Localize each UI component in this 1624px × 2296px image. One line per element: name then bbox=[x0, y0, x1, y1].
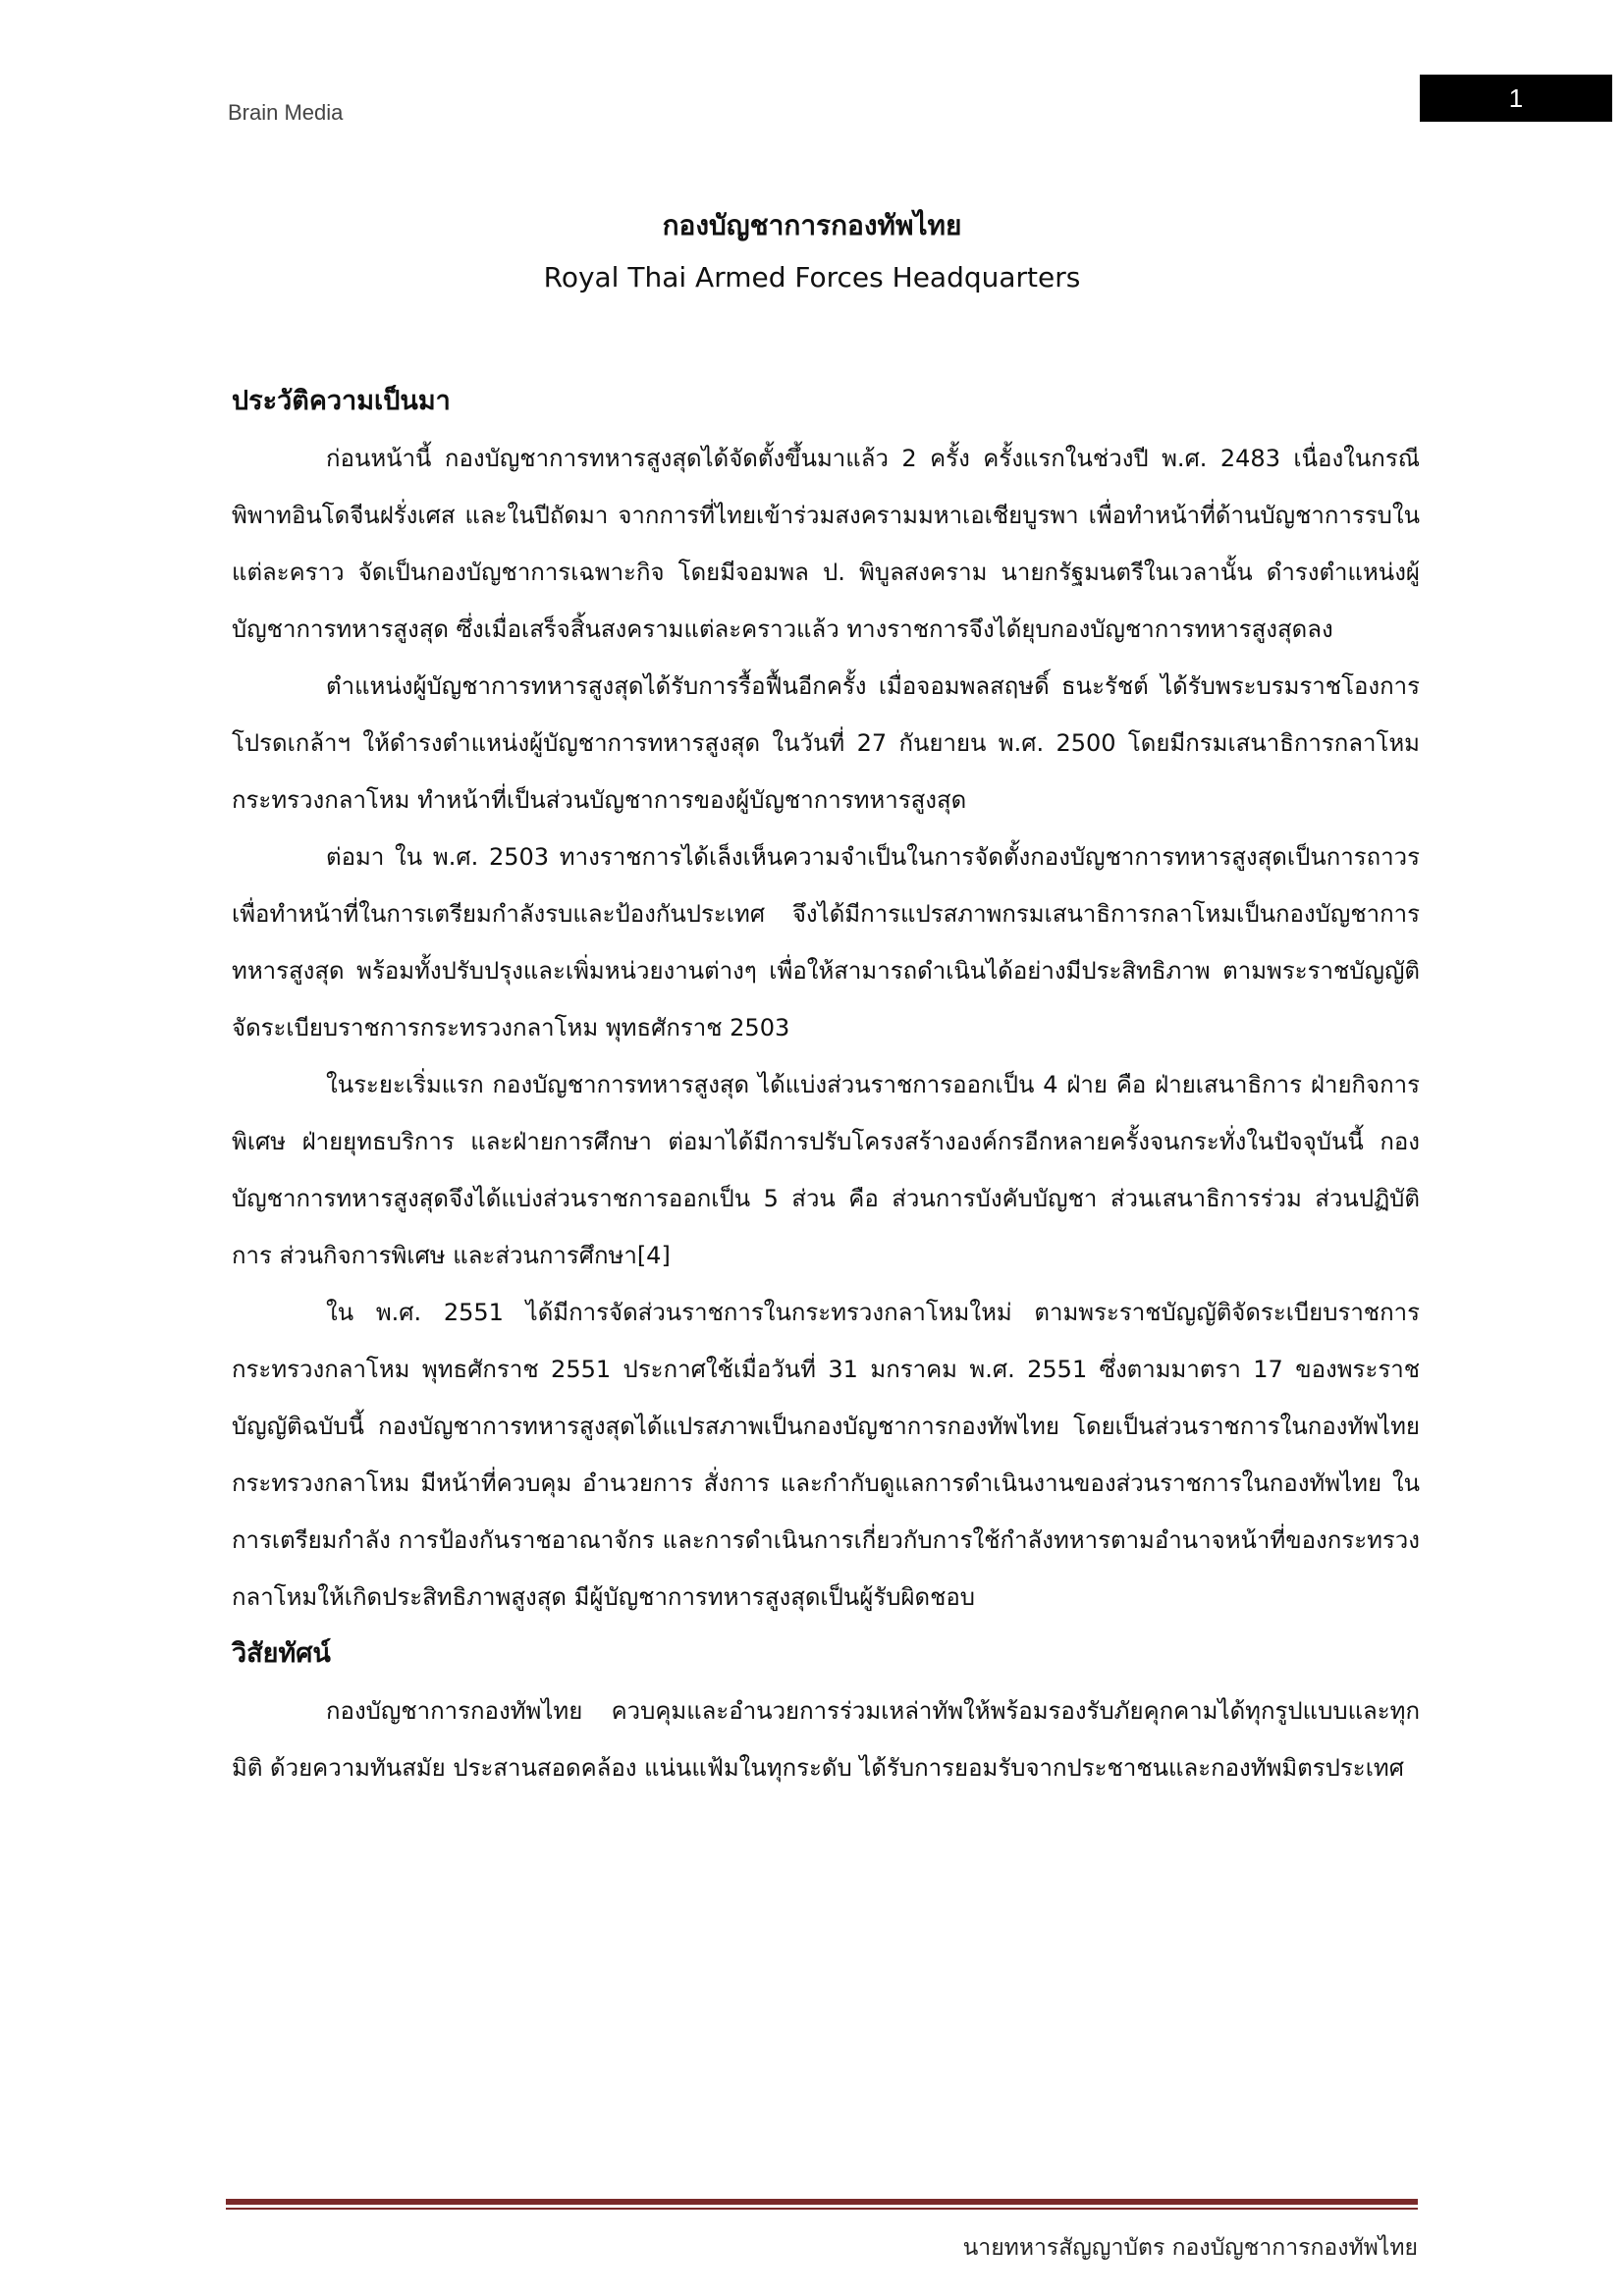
history-heading: ประวัติความเป็นมา bbox=[232, 386, 451, 416]
history-paragraph-2: ตำแหน่งผู้บัญชาการทหารสูงสุดได้รับการรื้อฟื้นอีกครั้ง เมื่อจอมพลสฤษดิ์ ธนะรัชต์ ได้รับพระบรมราชโองการโปรดเกล้าฯ ให้ดำรงตำแหน่งผู้บัญชาการทหารสูงสุด ในวันที่ 27 กันยายน พ.ศ. 2500 โดยมีกรมเสนาธิการกลาโหม กระทรวงกลาโหม ทำหน้าที่เป็นส่วนบัญชาการของผู้บัญชาการทหารสูงสุด bbox=[232, 672, 1420, 814]
history-paragraph-5: ใน พ.ศ. 2551 ได้มีการจัดส่วนราชการในกระทรวงกลาโหมใหม่ ตามพระราชบัญญัติจัดระเบียบราชการกระทรวงกลาโหม พุทธศักราช 2551 ประกาศใช้เมื่อวันที่ 31 มกราคม พ.ศ. 2551 ซึ่งตามมาตรา 17 ของพระราชบัญญัติฉบับนี้ กองบัญชาการทหารสูงสุดได้แปรสภาพเป็นกองบัญชาการกองทัพไทย โดยเป็นส่วนราชการในกองทัพไทย กระทรวงกลาโหม มีหน้าที่ควบคุม อำนวยการ สั่งการ และกำกับดูแลการดำเนินงานของส่วนราชการในกองทัพไทย ในการเตรียมกำลัง การป้องกันราชอาณาจักร และการดำเนินการเกี่ยวกับการใช้กำลังทหารตามอำนาจหน้าที่ของกระทรวงกลาโหมให้เกิดประสิทธิภาพสูงสุด มีผู้บัญชาการทหารสูงสุดเป็นผู้รับผิดชอบ bbox=[232, 1299, 1420, 1611]
document-body bbox=[232, 373, 1420, 1796]
document-title-english: Royal Thai Armed Forces Headquarters bbox=[543, 261, 1081, 294]
page-number: 1 bbox=[1420, 75, 1612, 122]
history-paragraph-1: ก่อนหน้านี้ กองบัญชาการทหารสูงสุดได้จัดตั้งขึ้นมาแล้ว 2 ครั้ง ครั้งแรกในช่วงปี พ.ศ. 2483 เนื่องในกรณีพิพาทอินโดจีนฝรั่งเศส และในปีถัดมา จากการที่ไทยเข้าร่วมสงครามมหาเอเชียบูรพา เพื่อทำหน้าที่ด้านบัญชาการรบในแต่ละคราว จัดเป็นกองบัญชาการเฉพาะกิจ โดยมีจอมพล ป. พิบูลสงคราม นายกรัฐมนตรีในเวลานั้น ดำรงตำแหน่งผู้บัญชาการทหารสูงสุด ซึ่งเมื่อเสร็จสิ้นสงครามแต่ละคราวแล้ว ทางราชการจึงได้ยุบกองบัญชาการทหารสูงสุดลง bbox=[232, 445, 1420, 643]
footer-divider-thin bbox=[226, 2208, 1418, 2210]
vision-heading: วิสัยทัศน์ bbox=[232, 1638, 331, 1669]
history-paragraph-4: ในระยะเริ่มแรก กองบัญชาการทหารสูงสุด ได้แบ่งส่วนราชการออกเป็น 4 ฝ่าย คือ ฝ่ายเสนาธิการ ฝ่ายกิจการพิเศษ ฝ่ายยุทธบริการ และฝ่ายการศึกษา ต่อมาได้มีการปรับโครงสร้างองค์กรอีกหลายครั้งจนกระทั่งในปัจจุบันนี้ กองบัญชาการทหารสูงสุดจึงได้แบ่งส่วนราชการออกเป็น 5 ส่วน คือ ส่วนการบังคับบัญชา ส่วนเสนาธิการร่วม ส่วนปฏิบัติการ ส่วนกิจการพิเศษ และส่วนการศึกษา[4] bbox=[232, 1071, 1420, 1269]
footer-divider bbox=[226, 2199, 1418, 2205]
footer-text: นายทหารสัญญาบัตร กองบัญชาการกองทัพไทย bbox=[962, 2235, 1418, 2261]
history-paragraph-3: ต่อมา ใน พ.ศ. 2503 ทางราชการได้เล็งเห็นความจำเป็นในการจัดตั้งกองบัญชาการทหารสูงสุดเป็นการถาวร เพื่อทำหน้าที่ในการเตรียมกำลังรบและป้องกันประเทศ จึงได้มีการแปรสภาพกรมเสนาธิการกลาโหมเป็นกองบัญชาการทหารสูงสุด พร้อมทั้งปรับปรุงและเพิ่มหน่วยงานต่างๆ เพื่อให้สามารถดำเนินได้อย่างมีประสิทธิภาพ ตามพระราชบัญญัติจัดระเบียบราชการกระทรวงกลาโหม พุทธศักราช 2503 bbox=[232, 843, 1420, 1041]
document-title-thai: กองบัญชาการกองทัพไทย bbox=[662, 209, 962, 241]
vision-paragraph-1: กองบัญชาการกองทัพไทย ควบคุมและอำนวยการร่วมเหล่าทัพให้พร้อมรองรับภัยคุกคามได้ทุกรูปแบบและทุกมิติ ด้วยความทันสมัย ประสานสอดคล้อง แน่นแฟ้มในทุกระดับ ได้รับการยอมรับจากประชาชนและกองทัพมิตรประเทศ bbox=[232, 1697, 1420, 1782]
brand-name: Brain Media bbox=[228, 100, 344, 125]
